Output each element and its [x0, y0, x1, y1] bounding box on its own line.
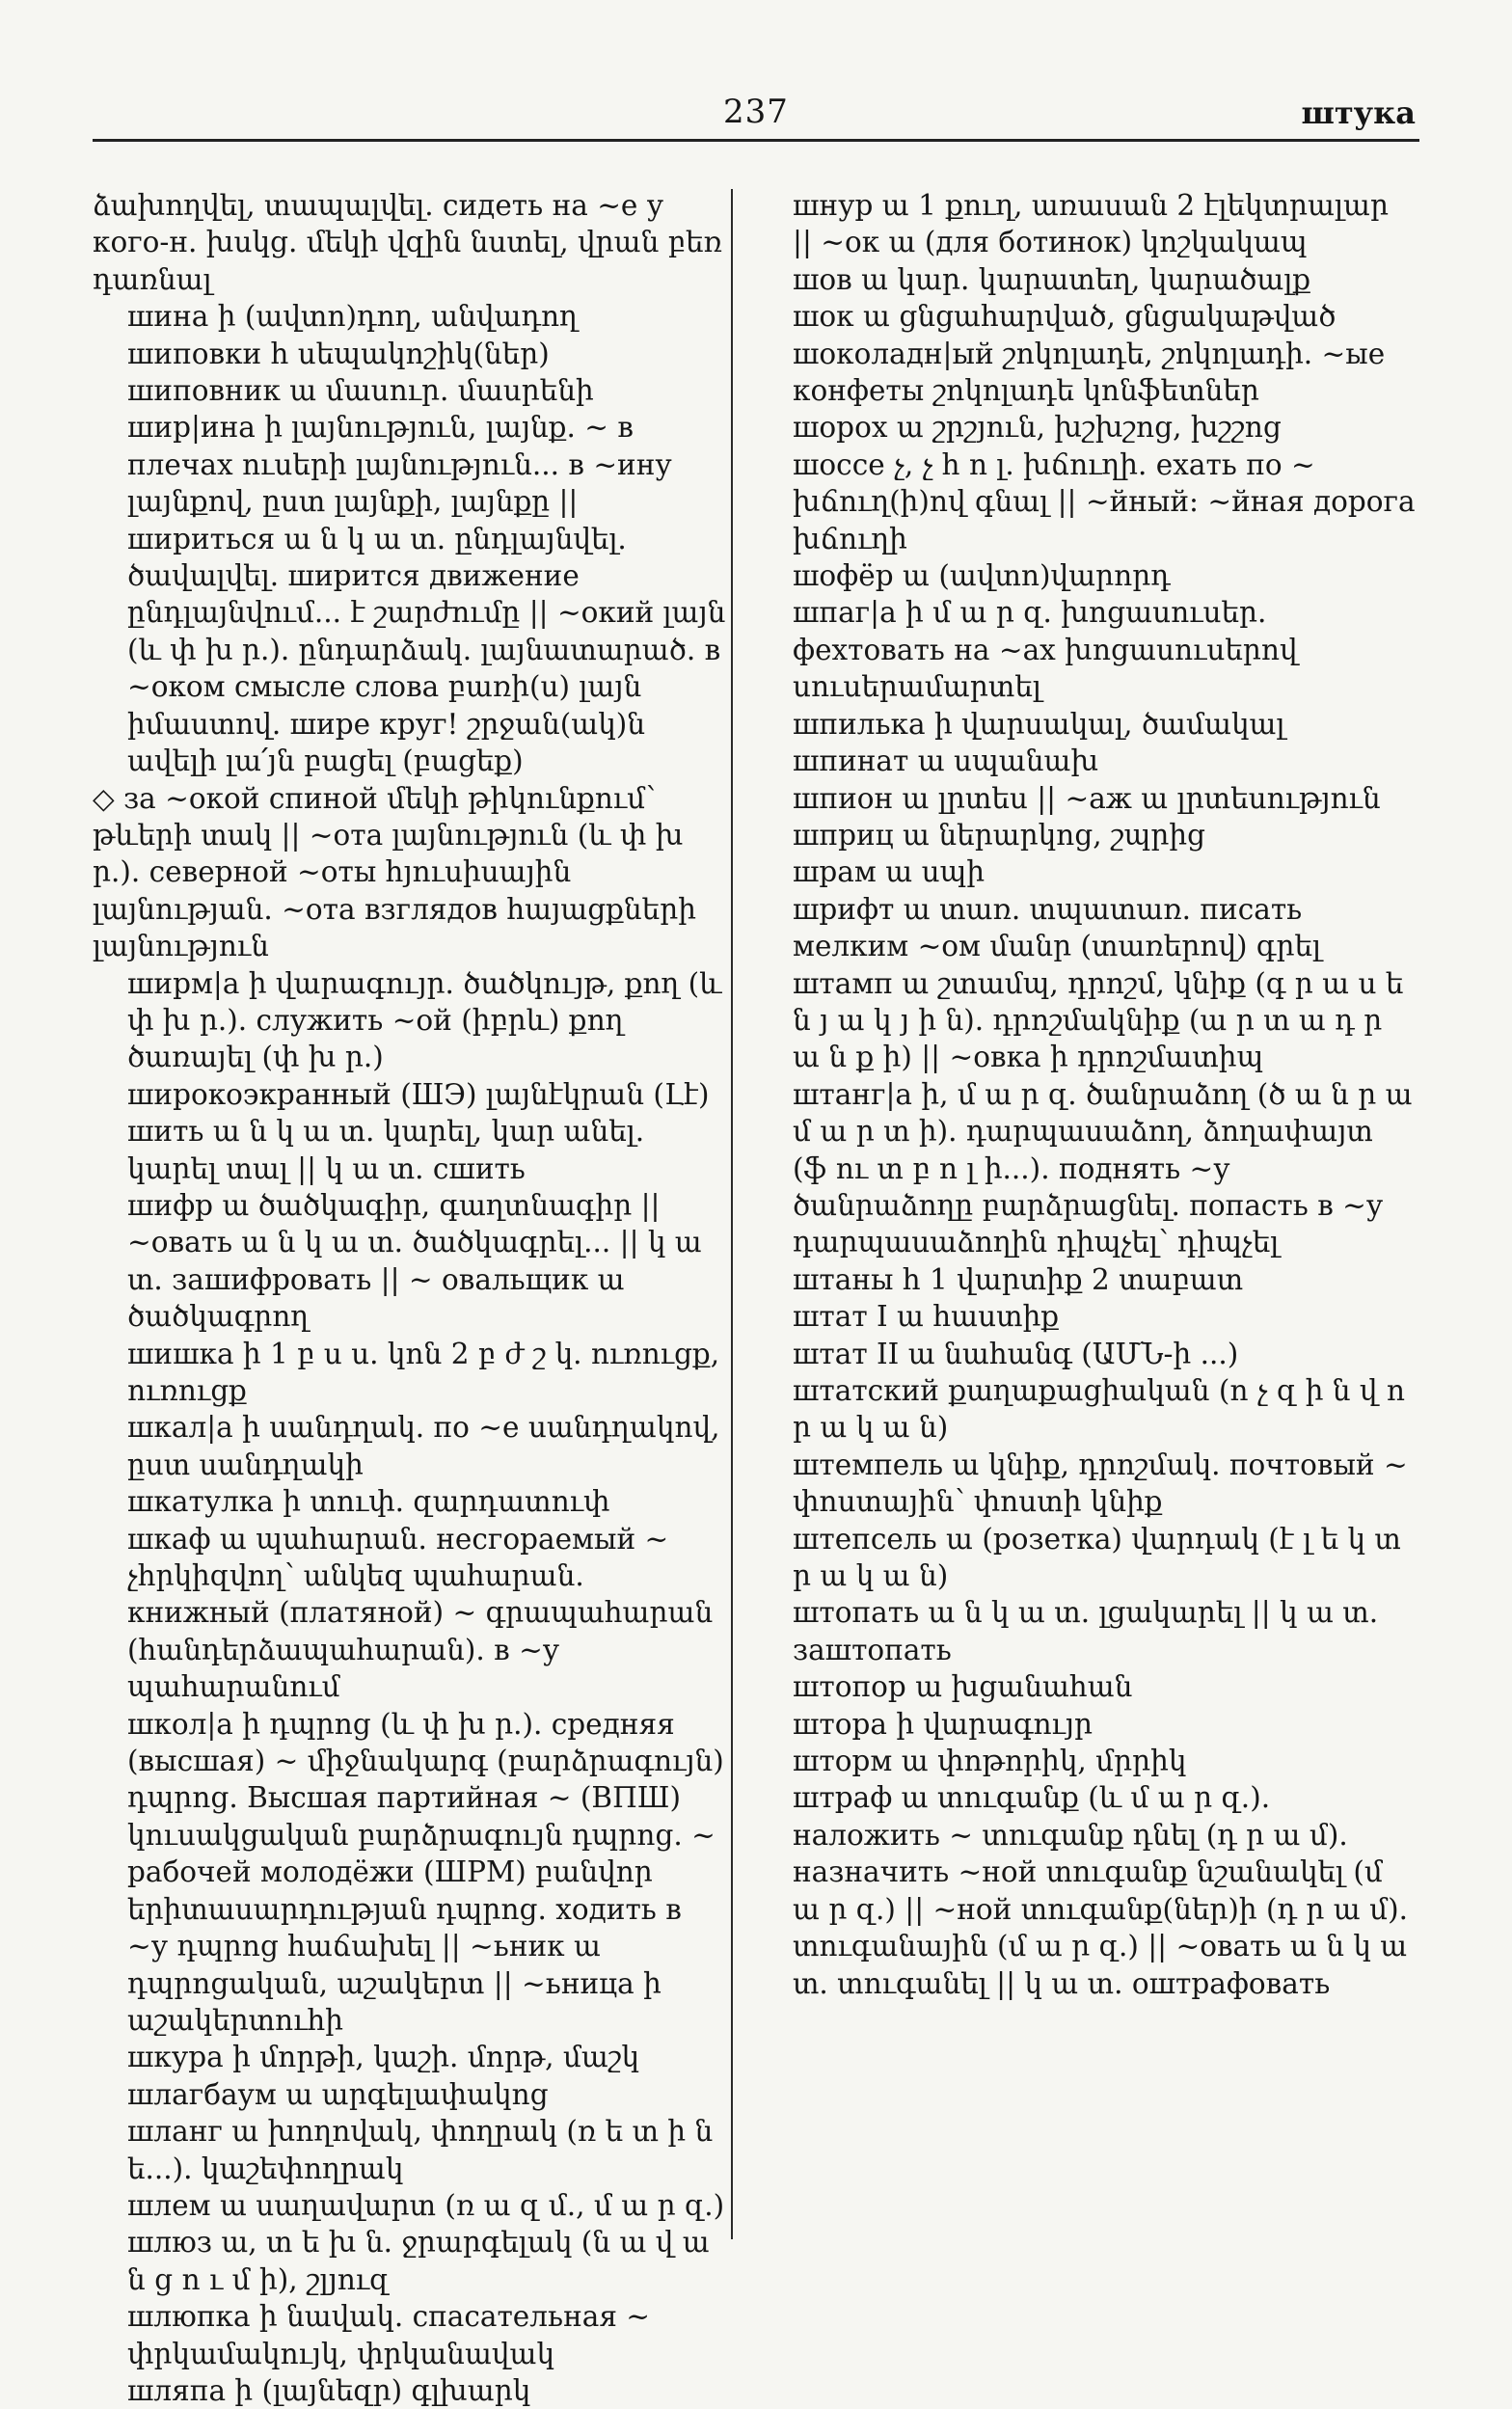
- entry-line: штаны հ 1 վարտիք 2 տաբատ: [793, 1262, 1244, 1296]
- left-column: [93, 187, 729, 2409]
- entry-line: шифр ա ծածկագիր, գաղտնագիր || ~овать ա ն կ ա տ. ծածկագրել... || կ ա տ. зашифровать || ~ овальщик ա ծածկագրող: [127, 1188, 702, 1334]
- entry-line: ширм|а ի վարագույր. ծածկույթ, քող (և փ խ ր.). служить ~ой (իբրև) քող ծառայել (փ խ ր.): [127, 966, 722, 1074]
- entry-line: штопор ա խցանահան: [793, 1670, 1133, 1704]
- entry-line: штамп ա շտամպ, դրոշմ, կնիք (գ ր ա ս ե ն յ ա կ յ ի ն). դրոշմակնիք (ա ր տ ա դ ր ա ն ք ի) || ~овка ի դրոշմատիպ: [793, 966, 1404, 1074]
- entry-line: шлагбаум ա արգելափակոց: [127, 2077, 549, 2111]
- entry-line: шок ա ցնցահարված, ցնցակաթված: [793, 300, 1336, 334]
- entry-line: школ|а ի դպրոց (և փ խ ր.). средняя (высшая) ~ միջնակարգ (բարձրագույն) դպրոց. Высшая партийная ~ (ВПШ) կուսակցական բարձրագույն դպրոց. ~ рабочей молодёжи (ШРМ) բանվոր երիտասարդության դպրոց. ходить в ~у դպրոց հաճախել || ~ьник ա դպրոցական, աշակերտ || ~ьница ի աշակերտուհի: [127, 1707, 724, 2037]
- entry-line: шкаф ա պահարան. несгораемый ~ չհրկիզվող՝ անկեզ պահարան. книжный (платяной) ~ գրապահարան (հանդերձապահարան). в ~у պահարանում: [127, 1522, 714, 1704]
- entry-line: шиповник ա մասուր. մասրենի: [127, 374, 594, 408]
- running-head: штука: [1301, 95, 1416, 131]
- entry-line: шов ա կար. կարատեղ, կարածալք: [793, 262, 1311, 296]
- entry-line: штат I ա հաստիք: [793, 1300, 1060, 1334]
- entry-line: шпион ա լրտես || ~аж ա լրտեսություն: [793, 781, 1381, 815]
- entry-line: шоколадн|ый շոկոլադե, շոկոլադի. ~ые конфеты շոկոլադե կոնֆետներ: [793, 337, 1386, 408]
- entry-line: шлем ա սաղավարտ (ռ ա զ մ., մ ա ր զ.): [127, 2188, 725, 2222]
- entry-line: шприц ա ներարկոց, շպրից: [793, 818, 1206, 852]
- entry-line: шкура ի մորթի, կաշի. մորթ, մաշկ: [127, 2041, 640, 2074]
- column-divider: [731, 189, 733, 2239]
- entry-line: шир|ина ի լայնություն, լայնք. ~ в плечах ուսերի լայնություն... в ~ину լայնքով, ըստ լայնքի, լայնքը || шириться ա ն կ ա տ. ընդլայնվել. ծավալվել. ширится движение ընդլայնվում... է շարժումը || ~окий լայն (և փ խ ր.). ընդարձակ. լայնատարած. в ~оком смысле слова բառի(ս) լայն իմաստով. шире круг! շրջան(ակ)ն ավելի լա՛յն բացել (բացեք): [127, 411, 726, 778]
- entry-line: шторм ա փոթորիկ, մրրիկ: [793, 1745, 1187, 1778]
- entry-line: ◇ за ~окой спиной մեկի թիկունքում՝ թևերի տակ || ~ота լայնություն (և փ խ ր.). северной ~оты հյուսիսային լայնության. ~ота взглядов հայացքների լայնություն: [93, 781, 696, 963]
- entry-line: шляпа ի (լայնեզր) գլխարկ: [127, 2373, 531, 2407]
- entry-line: штора ի վարագույր: [793, 1707, 1094, 1741]
- entry-line: ձախողվել, տապալվել. сидеть на ~е у кого-н. խսկց. մեկի վզին նստել, վրան բեռ դառնալ: [93, 189, 722, 296]
- entry-line: шпинат ա սպանախ: [793, 744, 1099, 778]
- entry-line: шоссе չ, չ հ ո լ. խճուղի. ехать по ~ խճուղ(ի)ով գնալ || ~йный: ~йная дорога խճուղի: [793, 447, 1416, 555]
- entry-line: шорох ա շրշյուն, խշխշոց, խշշոց: [793, 411, 1282, 445]
- entry-line: шиповки հ սեպակոշիկ(ներ): [127, 337, 550, 370]
- entry-line: шина ի (ավտո)դող, անվադող: [127, 300, 578, 334]
- entry-line: шланг ա խողովակ, փողրակ (ռ ե տ ի ն ե...). կաշեփողրակ: [127, 2115, 714, 2185]
- entry-line: штопать ա ն կ ա տ. լցակարել || կ ա տ. заштопать: [793, 1596, 1379, 1666]
- entry-line: шрам ա սպի: [793, 855, 986, 889]
- page-header: [93, 89, 1419, 142]
- entry-line: шкал|а ի սանդղակ. по ~е սանդղակով, ըստ սանդղակի: [127, 1411, 720, 1481]
- entry-line: шлюз ա, տ ե խ ն. ջրարգելակ (ն ա վ ա ն ց ո ւ մ ի), շլյուզ: [127, 2226, 710, 2296]
- entry-line: штемпель ա կնիք, դրոշմակ. почтовый ~ փոստային՝ փոստի կնիք: [793, 1448, 1408, 1519]
- entry-line: штанг|а ի, մ ա ր զ. ծանրաձող (ծ ա ն ր ա մ ա ր տ ի). դարպասաձող, ձողափայտ (ֆ ու տ բ ո լ ի...). поднять ~у ծանրաձողը բարձրացնել. попасть в ~у դարպասաձողին դիպչել՝ դիպչել: [793, 1077, 1413, 1259]
- entry-line: штраф ա տուգանք (և մ ա ր զ.). наложить ~ տուգանք դնել (դ ր ա մ). назначить ~ной տուգանք նշանակել (մ ա ր զ.) || ~ной տուգանք(ներ)ի (դ ր ա մ). տուգանային (մ ա ր զ.) || ~овать ա ն կ ա տ. տուգանել || կ ա տ. оштрафовать: [793, 1781, 1408, 2000]
- entry-line: шишка ի 1 բ ս ս. կոն 2 բ ժ շ կ. ուռուցք, ուռուցք: [127, 1337, 720, 1407]
- entry-line: шить ա ն կ ա տ. կարել, կար անել. կարել տալ || կ ա տ. сшить: [127, 1115, 645, 1185]
- entry-line: шофёр ա (ավտո)վարորդ: [793, 559, 1171, 593]
- entry-line: штат II ա նահանգ (ԱՄՆ-ի ...): [793, 1337, 1239, 1370]
- entry-line: широкоэкранный (ШЭ) լայնէկրան (Լէ): [127, 1077, 710, 1111]
- entry-line: шлюпка ի նավակ. спасательная ~ փրկամակույկ, փրկանավակ: [127, 2300, 651, 2370]
- page-number: 237: [723, 93, 789, 131]
- entry-line: шкатулка ի տուփ. զարդատուփ: [127, 1485, 610, 1519]
- right-column: [758, 187, 1416, 2002]
- entry-line: штатский քաղաքացիական (ո չ զ ի ն վ ո ր ա կ ա ն): [793, 1374, 1406, 1445]
- entry-line: шнур ա 1 քուղ, առասան 2 էլեկտրալար || ~ок ա (для ботинок) կոշկակապ: [793, 189, 1389, 259]
- entry-line: шпилька ի վարսակալ, ծամակալ: [793, 707, 1285, 741]
- entry-line: шпаг|а ի մ ա ր զ. խոցասուսեր. фехтовать на ~ах խոցասուսերով սուսերամարտել: [793, 596, 1298, 704]
- entry-line: штепсель ա (розетка) վարդակ (է լ ե կ տ ր ա կ ա ն): [793, 1522, 1401, 1593]
- entry-line: шрифт ա տառ. տպատառ. писать мелким ~ом մանր (տառերով) գրել: [793, 892, 1321, 963]
